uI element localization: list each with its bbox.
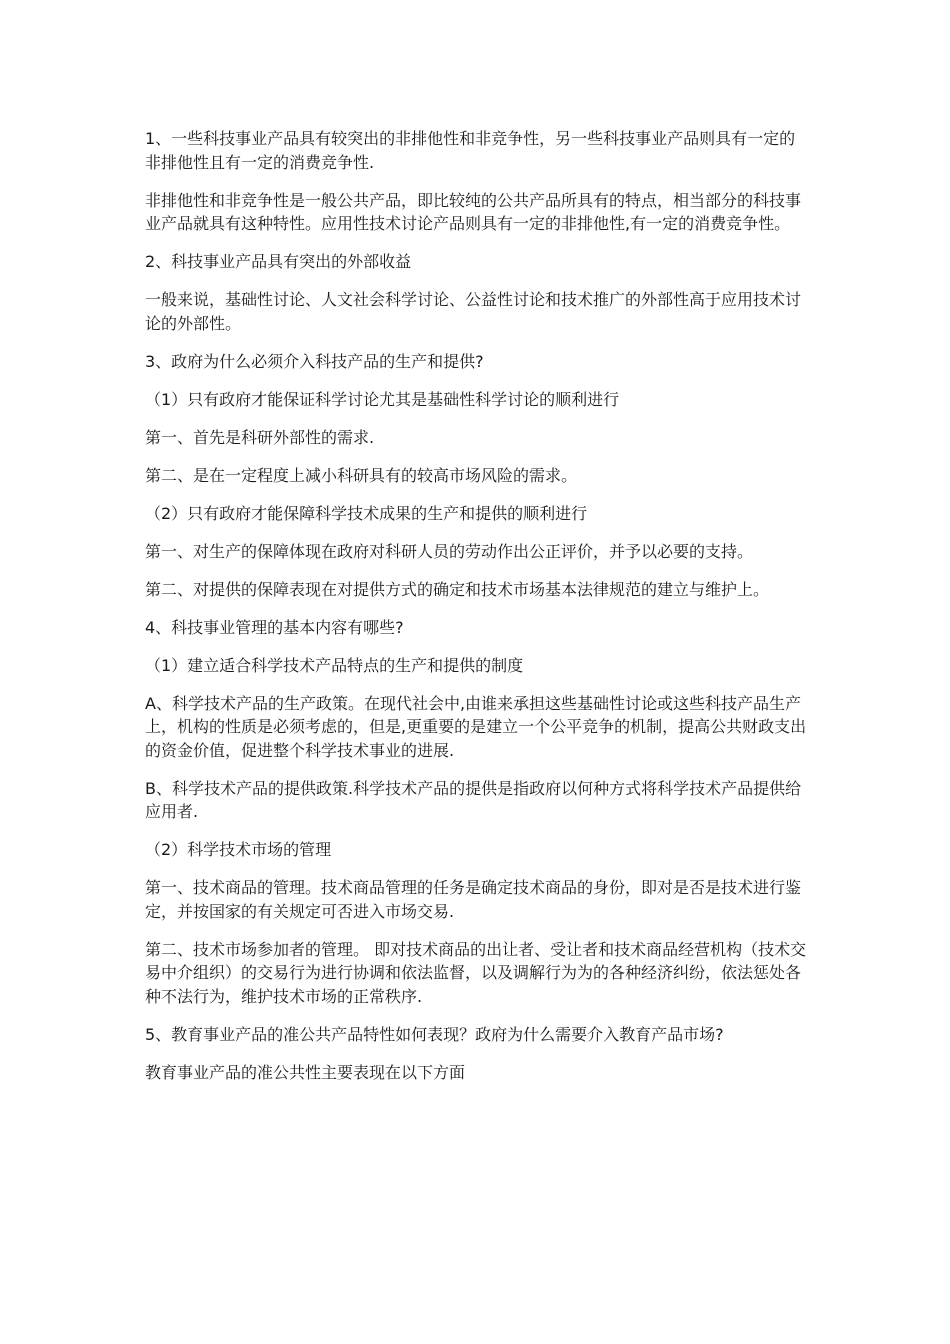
paragraph-7: 第一、首先是科研外部性的需求.: [145, 427, 375, 447]
paragraph-4: 一般来说，基础性讨论、人文社会科学讨论、公益性讨论和技术推广的外部性高于应用技术讨论的外部性。: [145, 290, 802, 333]
paragraph-17: 第一、技术商品的管理。技术商品管理的任务是确定技术商品的身份，即对是否是技术进行鉴定，并按国家的有关规定可否进入市场交易.: [145, 878, 802, 921]
paragraph-9: （2）只有政府才能保障科学技术成果的生产和提供的顺利进行: [145, 503, 588, 523]
paragraph-18: 第二、技术市场参加者的管理。 即对技术商品的出让者、受让者和技术商品经营机构（技术交易中介组织）的交易行为进行协调和依法监督，以及调解行为为的各种经济纠纷，依法惩处各种不法行为，维护技术市场的正常秩序.: [145, 939, 807, 1006]
paragraph-2: 非排他性和非竞争性是一般公共产品，即比较纯的公共产品所具有的特点，相当部分的科技事业产品就具有这种特性。应用性技术讨论产品则具有一定的非排他性,有一定的消费竞争性。: [145, 190, 802, 233]
paragraph-16: （2）科学技术市场的管理: [145, 840, 332, 859]
paragraph-20: 教育事业产品的准公共性主要表现在以下方面: [145, 1062, 466, 1082]
paragraph-5: 3、政府为什么必须介入科技产品的生产和提供?: [145, 351, 484, 371]
paragraph-8: 第二、是在一定程度上减小科研具有的较高市场风险的需求。: [145, 465, 578, 485]
paragraph-11: 第二、对提供的保障表现在对提供方式的确定和技术市场基本法律规范的建立与维护上。: [145, 579, 770, 599]
paragraph-10: 第一、对生产的保障体现在政府对科研人员的劳动作出公正评价，并予以必要的支持。: [145, 541, 754, 561]
paragraph-1: 1、一些科技事业产品具有较突出的非排他性和非竞争性，另一些科技事业产品则具有一定的非排他性且有一定的消费竞争性.: [145, 129, 796, 172]
document-page: [145, 127, 810, 1099]
paragraph-12: 4、科技事业管理的基本内容有哪些?: [145, 617, 404, 637]
paragraph-14: A、科学技术产品的生产政策。在现代社会中,由谁来承担这些基础性讨论或这些科技产品生产上，机构的性质是必须考虑的，但是,更重要的是建立一个公平竞争的机制，提高公共财政支出的资金价值，促进整个科学技术事业的进展.: [145, 693, 807, 760]
paragraph-6: （1）只有政府才能保证科学讨论尤其是基础性科学讨论的顺利进行: [145, 389, 620, 409]
paragraph-15: B、科学技术产品的提供政策.科学技术产品的提供是指政府以何种方式将科学技术产品提供给应用者.: [145, 778, 802, 821]
paragraph-19: 5、教育事业产品的准公共产品特性如何表现？政府为什么需要介入教育产品市场?: [145, 1024, 724, 1044]
paragraph-13: （1）建立适合科学技术产品特点的生产和提供的制度: [145, 655, 524, 675]
paragraph-3: 2、科技事业产品具有突出的外部收益: [145, 252, 412, 271]
